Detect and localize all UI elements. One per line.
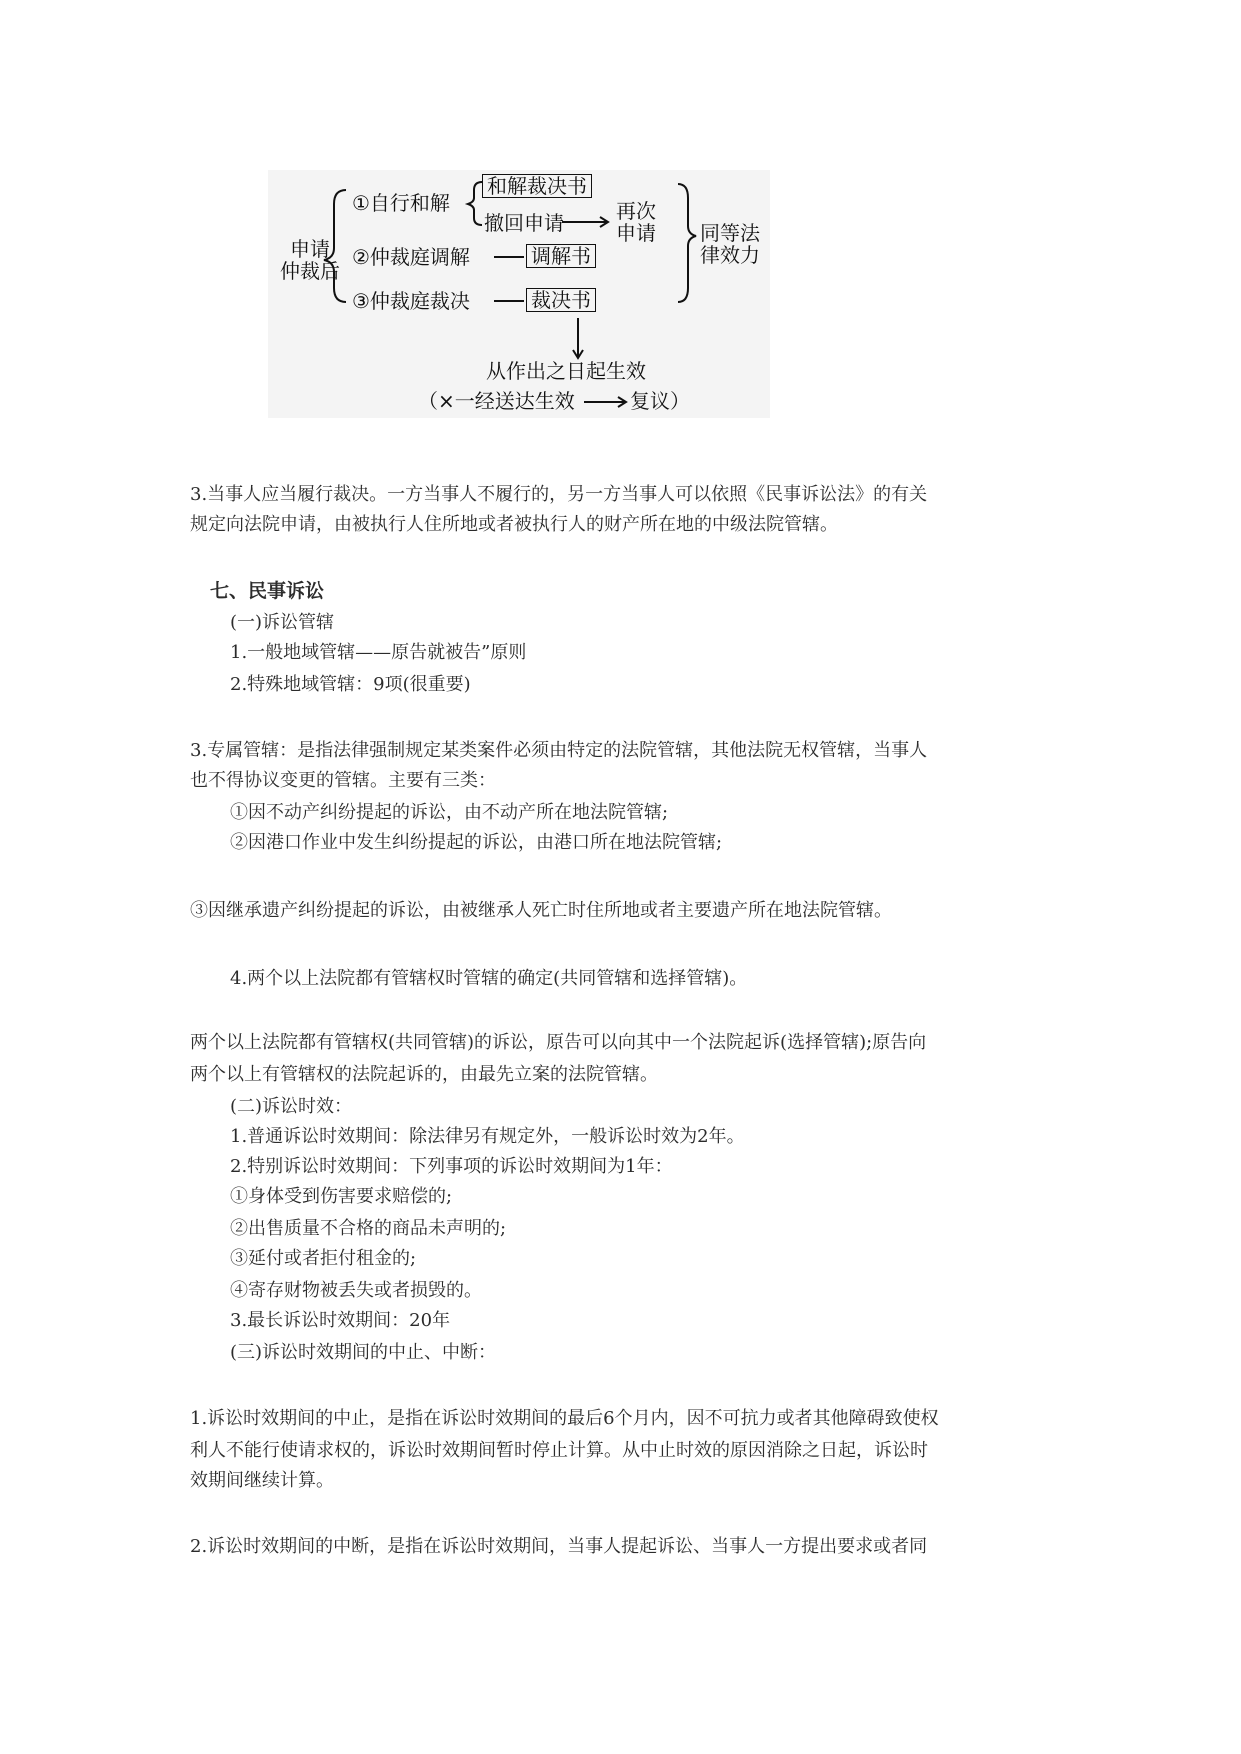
branch-self-settlement: ①自行和解 <box>352 191 450 215</box>
para-line: 1.一般地域管辖——原告就被告”原则 <box>230 642 527 663</box>
withdraw-application: 撤回申请 <box>484 211 564 235</box>
subheading: (三)诉讼时效期间的中止、中断： <box>230 1342 497 1363</box>
root-line-2: 仲裁后 <box>280 259 340 283</box>
list-item: ②因港口作业中发生纠纷提起的诉讼，由港口所在地法院管辖; <box>230 832 723 853</box>
para-line: 3.当事人应当履行裁决。一方当事人不履行的，另一方当事人可以依照《民事诉讼法》的有关 <box>190 484 928 505</box>
root-line-1: 申请 <box>290 237 330 261</box>
para-line: 3.专属管辖：是指法律强制规定某类案件必须由特定的法院管辖，其他法院无权管辖，当事人 <box>190 740 928 761</box>
branch-mediation: ②仲裁庭调解 <box>352 245 470 269</box>
para-line: 2.特殊地域管辖：9项(很重要) <box>230 674 471 695</box>
para-line: 也不得协议变更的管辖。主要有三类： <box>190 770 496 791</box>
section-heading: 七、民事诉讼 <box>210 580 325 602</box>
list-item: ②出售质量不合格的商品未声明的; <box>230 1218 507 1239</box>
branch-award: ③仲裁庭裁决 <box>352 289 470 313</box>
para-line: 两个以上法院都有管辖权(共同管辖)的诉讼，原告可以向其中一个法院起诉(选择管辖);原告向 <box>190 1032 927 1053</box>
list-item: ①身体受到伤害要求赔偿的; <box>230 1186 453 1207</box>
subheading: (一)诉讼管辖 <box>230 612 335 633</box>
para-line: 3.最长诉讼时效期间：20年 <box>230 1310 451 1331</box>
para-line: 1.普通诉讼时效期间：除法律另有规定外，一般诉讼时效为2年。 <box>230 1126 745 1147</box>
list-item: ③因继承遗产纠纷提起的诉讼，由被继承人死亡时住所地或者主要遗产所在地法院管辖。 <box>190 900 892 921</box>
para-line: 规定向法院申请，由被执行人住所地或者被执行人的财产所在地的中级法院管辖。 <box>190 514 838 535</box>
subheading: (二)诉讼时效： <box>230 1096 353 1117</box>
note-left: （×一经送达生效 <box>418 389 575 413</box>
effect-label: 从作出之日起生效 <box>486 359 646 383</box>
para-line: 两个以上有管辖权的法院起诉的，由最先立案的法院管辖。 <box>190 1064 658 1085</box>
para-line: 效期间继续计算。 <box>190 1470 334 1491</box>
box-award-doc: 裁决书 <box>526 288 596 312</box>
equal-line-1: 同等法 <box>700 221 760 245</box>
para-line: 4.两个以上法院都有管辖权时管辖的确定(共同管辖和选择管辖)。 <box>230 968 748 989</box>
box-settlement-award: 和解裁决书 <box>482 174 592 198</box>
arbitration-diagram <box>268 170 770 418</box>
diagram-root-label <box>278 238 342 282</box>
list-item: ①因不动产纠纷提起的诉讼，由不动产所在地法院管辖; <box>230 802 669 823</box>
para-line: 2.特别诉讼时效期间：下列事项的诉讼时效期间为1年： <box>230 1156 673 1177</box>
box-mediation-doc: 调解书 <box>526 244 596 268</box>
para-line: 2.诉讼时效期间的中断，是指在诉讼时效期间，当事人提起诉讼、当事人一方提出要求或者同 <box>190 1536 928 1557</box>
reapply-line-1: 再次 <box>616 199 656 223</box>
equal-line-2: 律效力 <box>700 243 760 267</box>
list-item: ③延付或者拒付租金的; <box>230 1248 417 1269</box>
para-line: 利人不能行使请求权的，诉讼时效期间暂时停止计算。从中止时效的原因消除之日起，诉讼时 <box>190 1440 928 1461</box>
para-line: 1.诉讼时效期间的中止，是指在诉讼时效期间的最后6个月内，因不可抗力或者其他障碍致使权 <box>190 1408 939 1429</box>
equal-effect-label <box>700 222 760 266</box>
list-item: ④寄存财物被丢失或者损毁的。 <box>230 1280 482 1301</box>
reapply-label <box>616 200 656 244</box>
reapply-line-2: 申请 <box>616 221 656 245</box>
note-right: 复议） <box>630 389 690 413</box>
